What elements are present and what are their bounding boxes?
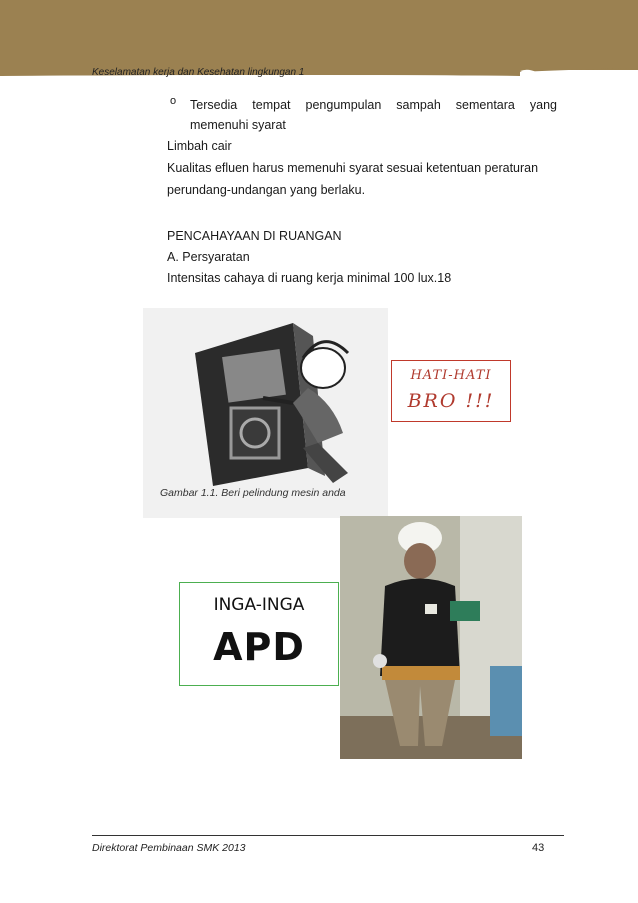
running-title: Keselamatan kerja dan Kesehatan lingkungan 1 <box>92 67 305 78</box>
bullet-line-2: memenuhi syarat <box>190 118 286 132</box>
worker-apd-photo <box>340 516 522 759</box>
intensity-text: Intensitas cahaya di ruang kerja minimal 100 lux.18 <box>167 271 452 285</box>
header-band <box>0 0 638 70</box>
efluen-line-1: Kualitas efluen harus memenuhi syarat sesuai ketentuan peraturan <box>167 161 539 175</box>
apd-reminder-box <box>179 582 339 686</box>
warning-line-2: BRO !!! <box>407 390 495 412</box>
subsection-title: A. Persyaratan <box>167 250 250 264</box>
efluen-line-2: perundang-undangan yang berlaku. <box>167 183 366 197</box>
bullet-line-1: Tersedia tempat pengumpulan sampah sementara yang <box>190 98 557 112</box>
footer-publisher: Direktorat Pembinaan SMK 2013 <box>92 842 246 854</box>
footer-rule <box>92 835 564 836</box>
figure-caption: Gambar 1.1. Beri pelindung mesin anda <box>160 487 346 499</box>
apd-line-2: APD <box>213 625 305 669</box>
warning-box <box>391 360 511 422</box>
bullet-marker: o <box>170 95 177 107</box>
page-number: 43 <box>532 842 545 854</box>
section-title: PENCAHAYAAN DI RUANGAN <box>167 229 342 243</box>
limbah-cair: Limbah cair <box>167 139 232 153</box>
warning-line-1: HATI-HATI <box>410 368 492 383</box>
apd-line-1: INGA-INGA <box>213 595 305 615</box>
worker-apd-drawing <box>340 516 522 759</box>
